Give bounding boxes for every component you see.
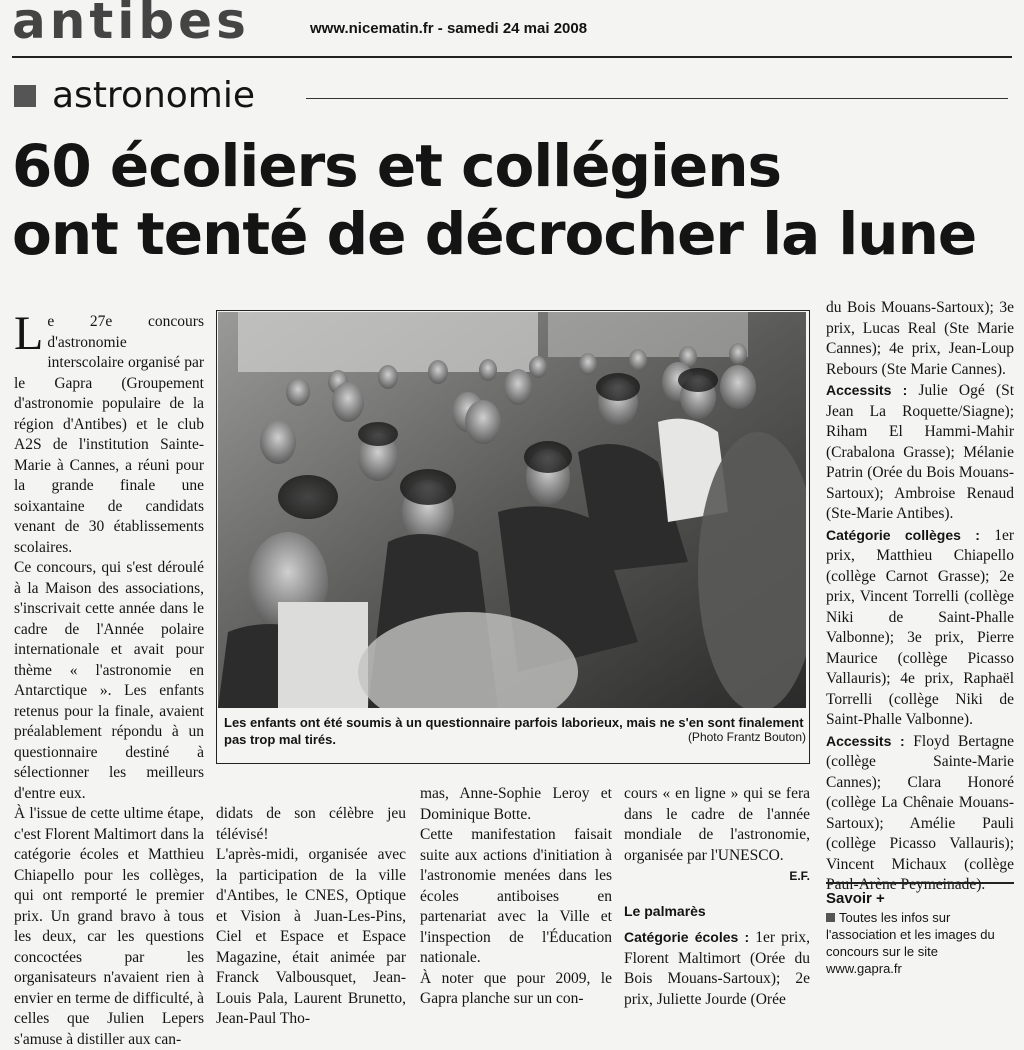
article-column-4 bbox=[624, 784, 810, 1010]
rubric-rule bbox=[306, 98, 1008, 99]
savoir-plus-title: Savoir + bbox=[826, 890, 885, 907]
headline-line-2: ont tenté de décrocher la lune bbox=[12, 200, 977, 268]
category-colleges-label: Catégorie collèges : bbox=[826, 526, 980, 543]
photo-credit: (Photo Frantz Bouton) bbox=[687, 730, 806, 744]
rubric bbox=[14, 75, 256, 116]
category-ecoles-cont: du Bois Mouans-Sartoux); 3e prix, Lucas Real (Ste Marie Cannes); 4e prix, Jean-Loup Rebours (Ste Marie Cannes). bbox=[826, 299, 1014, 378]
article-column-2 bbox=[216, 804, 406, 1030]
paragraph-2009: À noter que pour 2009, le Gapra planche sur un con- bbox=[420, 969, 612, 1007]
website-date-line: www.nicematin.fr - samedi 24 mai 2008 bbox=[310, 20, 588, 37]
rubric-label: astronomie bbox=[52, 75, 256, 116]
paragraph-2009-cont: cours « en ligne » qui se fera dans le cadre de l'année mondiale de l'astronomie, organisée par l'UNESCO. bbox=[624, 785, 810, 864]
photo-caption: Les enfants ont été soumis à un questionnaire parfois laborieux, mais ne s'en sont finalement pas trop mal tirés. bbox=[224, 715, 804, 747]
square-bullet-icon bbox=[14, 85, 36, 107]
section-title: antibes bbox=[12, 0, 250, 50]
paragraph-manifestation: Cette manifestation faisait suite aux actions d'initiation à l'astronomie menées dans les écoles antiboises en partenariat avec la Ville et l'inspection de l'Éducation nationale. bbox=[420, 826, 612, 966]
paragraph-winners-cont: didats de son célèbre jeu télévisé! bbox=[216, 805, 406, 843]
audience-photo bbox=[218, 312, 806, 708]
category-ecoles-label: Catégorie écoles : bbox=[624, 929, 750, 945]
category-colleges-text: 1er prix, Matthieu Chiapello (collège Carnot Grasse); 2e prix, Vincent Torrelli (collège Niki de Saint-Phalle Valbonne); 3e prix, Pierre Maurice (collège Picasso Vallauris); 4e prix, Raphaël Torrelli (collège Niki de Saint-Phalle Valbonne). bbox=[826, 526, 1015, 728]
savoir-plus-text: Toutes les infos sur l'association et les images du concours sur le site www.gapra.fr bbox=[826, 910, 995, 976]
article-column-1 bbox=[14, 307, 204, 1050]
article-column-3 bbox=[420, 784, 612, 1010]
headline-line-1: 60 écoliers et collégiens bbox=[12, 132, 782, 200]
paragraph-winners: À l'issue de cette ultime étape, c'est Florent Maltimort dans la catégorie écoles et Matthieu Chiapello pour les collèges, qui ont remporté le premier prix. Un grand bravo à tous les deux, car les questions concoctées par les organisateurs n'avaient rien à envier en terme de difficulté, à celles que Julien Lepers s'amuse à distiller aux can- bbox=[14, 805, 204, 1048]
accessits-ecoles-text: Julie Ogé (St Jean La Roquette/Siagne); Riham El Hammi-Mahir (Crabalona Grasse); Mélanie Patrin (Orée du Bois Mouans-Sartoux); Ambroise Renaud (Ste-Marie Antibes). bbox=[826, 382, 1014, 522]
accessits-colleges-label: Accessits : bbox=[826, 732, 905, 749]
headline bbox=[12, 132, 1022, 268]
paragraph-afternoon-cont: mas, Anne-Sophie Leroy et Dominique Botte. bbox=[420, 785, 612, 823]
paragraph-afternoon: L'après-midi, organisée avec la participation de la ville d'Antibes, le CNES, Optique et Vision à Juan-Les-Pins, Ciel et Espace et Espace Magazine, était animée par Franck Valbousquet, Jean-Louis Pala, Laurent Brunetto, Jean-Paul Tho- bbox=[216, 846, 406, 1027]
accessits-colleges-text: Floyd Bertagne (collège Sainte-Marie Cannes); Clara Honoré (collège La Chênaie Mouans-Sartoux); Amélie Pauli (collège Picasso Vallauris); Vincent Michaux (collège Paul-Arène Peymeinade). bbox=[826, 732, 1015, 893]
savoir-plus-box bbox=[826, 882, 1014, 977]
paragraph-contest: Ce concours, qui s'est déroulé à la Maison des associations, s'inscrivait cette année dans le cadre de l'Année polaire internationale et avait pour thème « l'astronomie en Antarctique ». Les enfants retenus pour la finale, avaient préalablement répondu à un questionnaire destiné à sélectionner les meilleurs d'entre eux. bbox=[14, 559, 204, 802]
author-signature: E.F. bbox=[789, 869, 810, 883]
category-ecoles-text: 1er prix, Florent Maltimort (Orée du Bois Mouans-Sartoux); 2e prix, Juliette Jourde (Orée bbox=[624, 929, 810, 1008]
paragraph-intro: e 27e concours d'astronomie interscolaire organisé par le Gapra (Groupement d'astronomie populaire de la région d'Antibes) et le club A2S de l'institution Sainte-Marie à Cannes, a réuni pour la grande finale une soixantaine de candidats venant de 30 établissements scolaires. bbox=[14, 313, 204, 556]
drop-cap: L bbox=[14, 307, 44, 360]
accessits-ecoles-label: Accessits : bbox=[826, 382, 908, 398]
header-rule bbox=[12, 56, 1012, 58]
square-bullet-icon bbox=[826, 913, 835, 922]
article-column-5 bbox=[826, 298, 1014, 896]
palmares-title: Le palmarès bbox=[624, 902, 706, 919]
